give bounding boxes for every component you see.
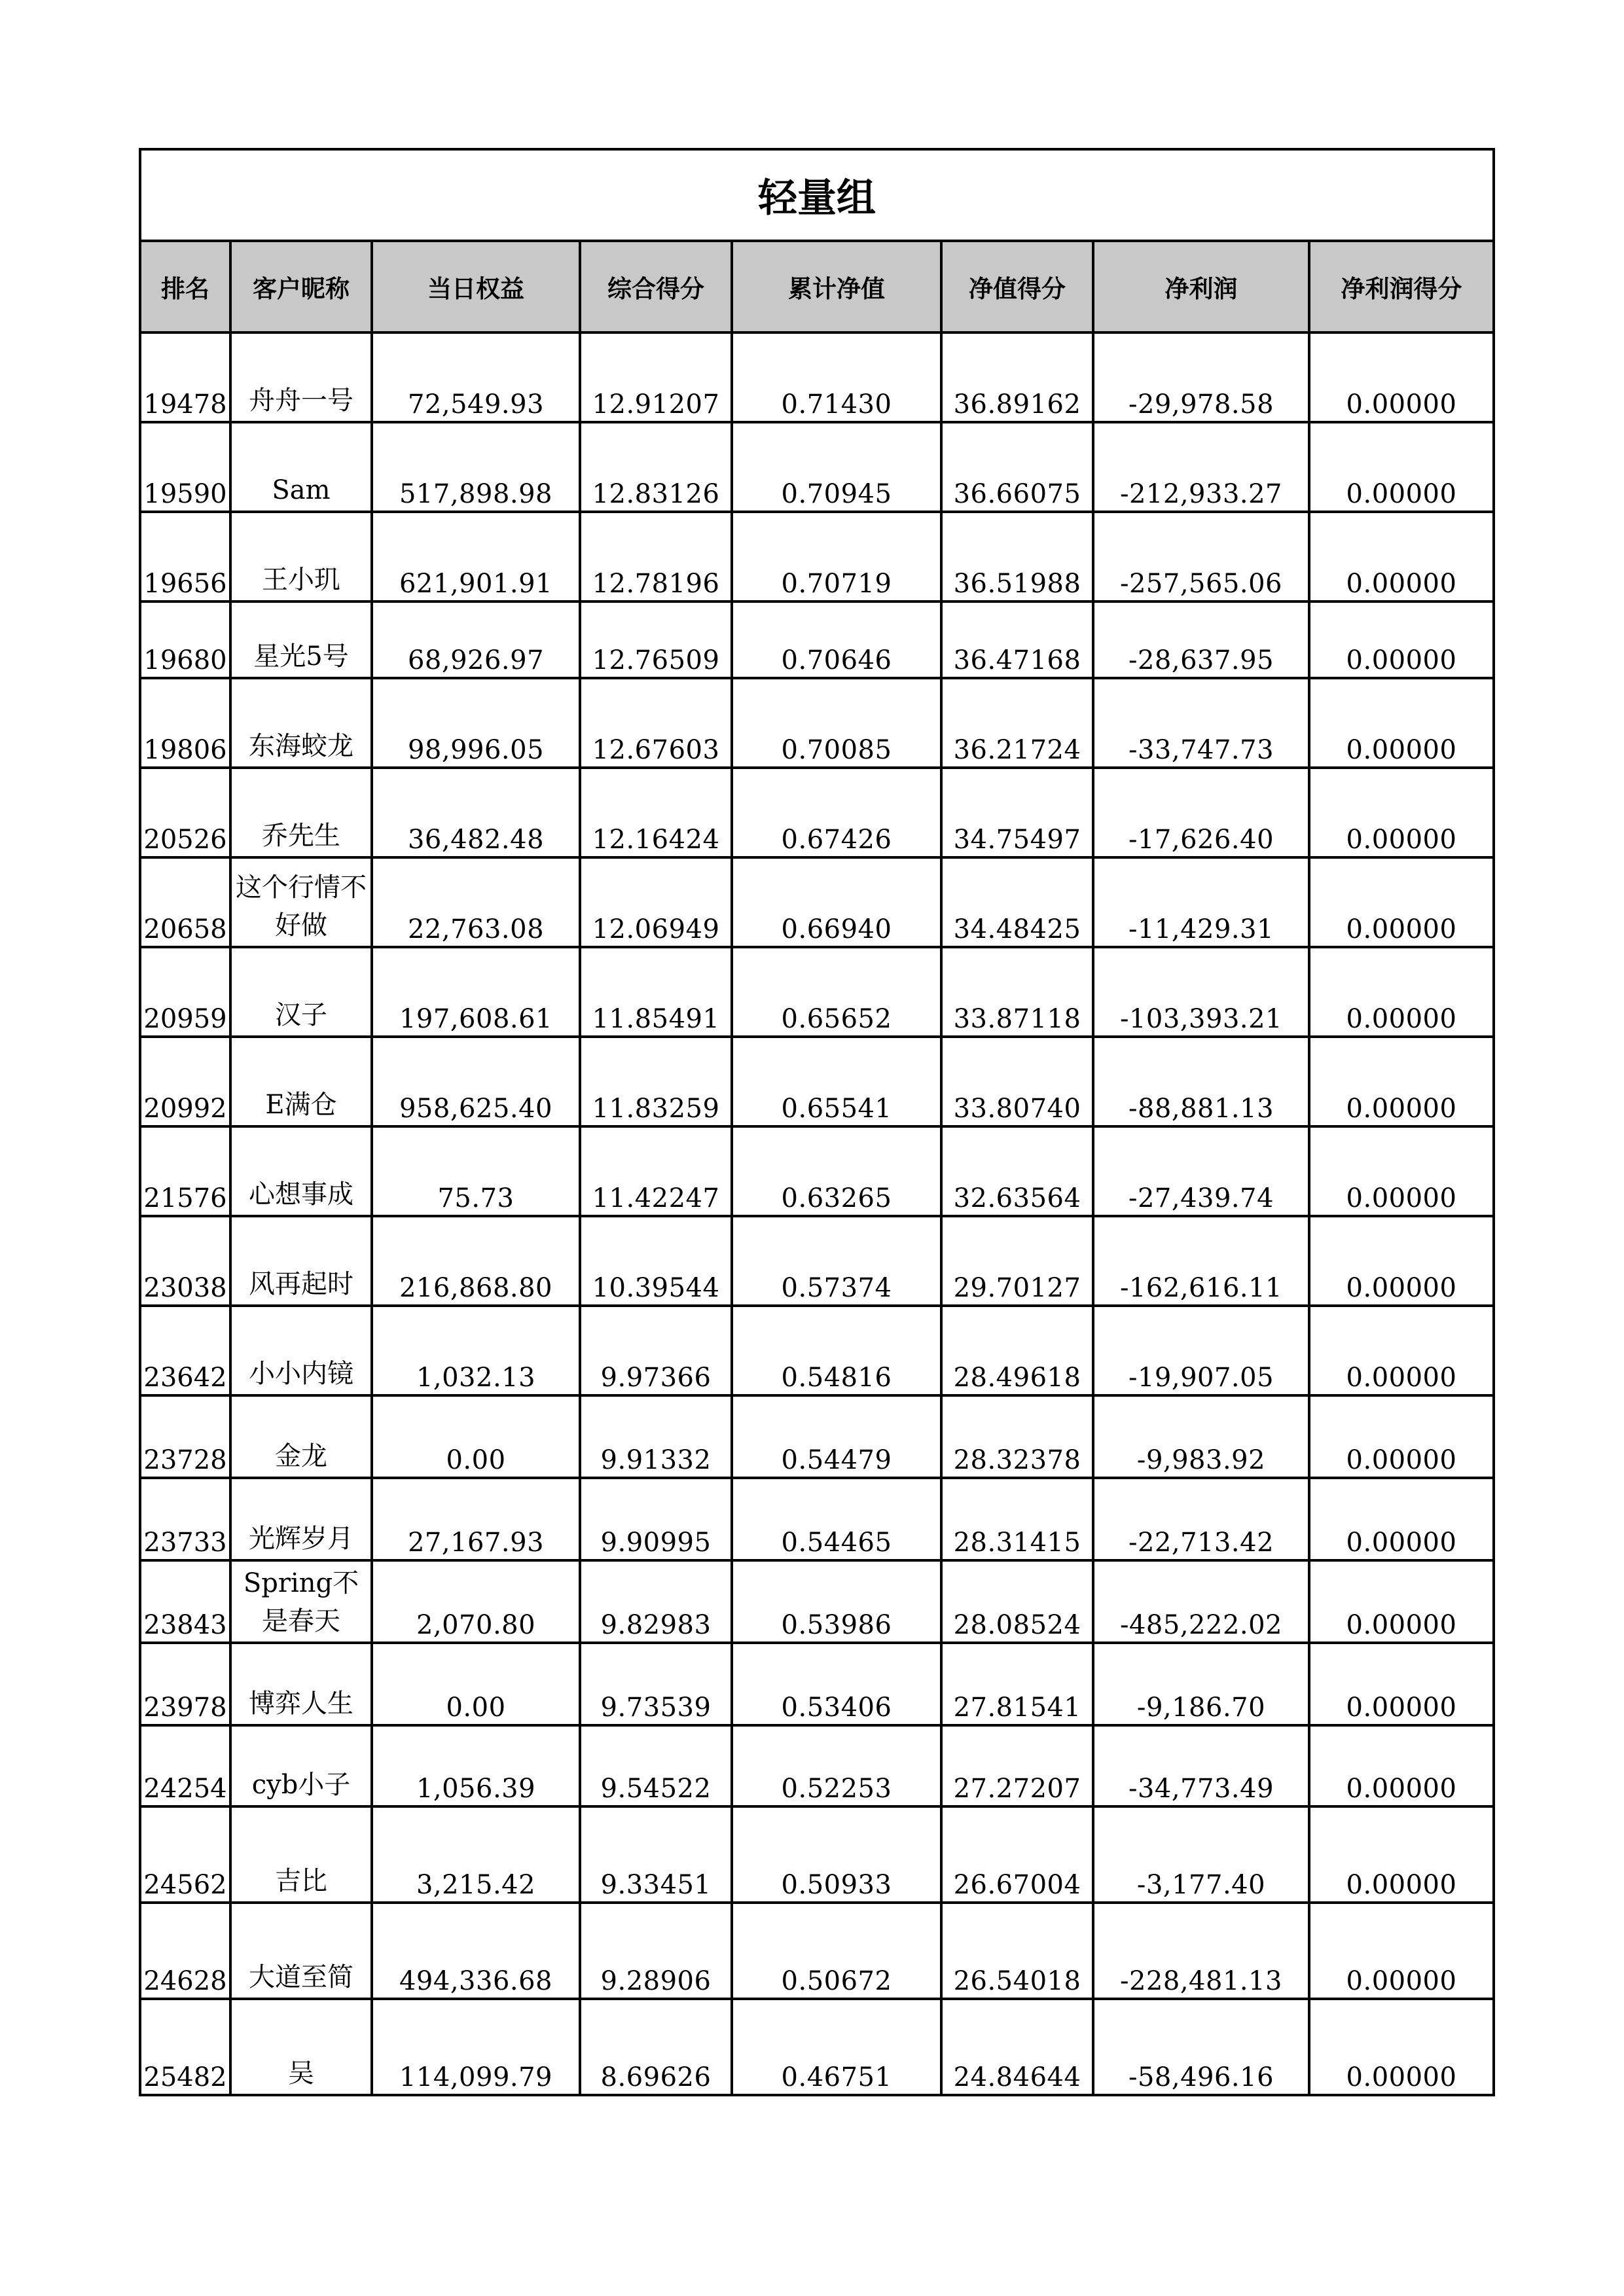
cumulative-nav-cell: 0.70646 [732,601,941,678]
net-profit-score-cell: 0.00000 [1309,1037,1494,1126]
daily-equity-cell: 98,996.05 [372,678,580,768]
nickname-cell: 大道至简 [230,1903,372,1999]
composite-score-cell: 9.90995 [580,1478,732,1560]
net-profit-score-cell: 0.00000 [1309,768,1494,857]
nickname-cell: 光辉岁月 [230,1478,372,1560]
composite-score-cell: 9.28906 [580,1903,732,1999]
net-profit-score-cell: 0.00000 [1309,332,1494,422]
rank-cell: 24628 [140,1903,230,1999]
header-composite-score: 综合得分 [580,241,732,332]
net-profit-score-cell: 0.00000 [1309,422,1494,512]
ranking-table [139,148,1495,2096]
nickname-cell: 东海蛟龙 [230,678,372,768]
table-row [140,1306,1494,1395]
net-profit-cell: -162,616.11 [1093,1216,1309,1306]
table-row [140,1037,1494,1126]
cumulative-nav-cell: 0.50672 [732,1903,941,1999]
composite-score-cell: 12.76509 [580,601,732,678]
net-profit-score-cell: 0.00000 [1309,1395,1494,1478]
net-profit-cell: -29,978.58 [1093,332,1309,422]
composite-score-cell: 11.85491 [580,947,732,1037]
net-profit-score-cell: 0.00000 [1309,1903,1494,1999]
composite-score-cell: 9.54522 [580,1725,732,1806]
daily-equity-cell: 517,898.98 [372,422,580,512]
nav-score-cell: 27.81541 [941,1643,1093,1725]
rank-cell: 23733 [140,1478,230,1560]
daily-equity-cell: 22,763.08 [372,857,580,947]
nav-score-cell: 33.87118 [941,947,1093,1037]
table-row [140,678,1494,768]
cumulative-nav-cell: 0.65541 [732,1037,941,1126]
table-row [140,1216,1494,1306]
composite-score-cell: 9.33451 [580,1806,732,1903]
daily-equity-cell: 216,868.80 [372,1216,580,1306]
nickname-cell: 汉子 [230,947,372,1037]
table-row [140,1395,1494,1478]
nav-score-cell: 32.63564 [941,1126,1093,1216]
rank-cell: 23728 [140,1395,230,1478]
net-profit-score-cell: 0.00000 [1309,1478,1494,1560]
composite-score-cell: 12.83126 [580,422,732,512]
net-profit-score-cell: 0.00000 [1309,947,1494,1037]
composite-score-cell: 12.67603 [580,678,732,768]
net-profit-score-cell: 0.00000 [1309,1806,1494,1903]
nav-score-cell: 24.84644 [941,1999,1093,2095]
nav-score-cell: 33.80740 [941,1037,1093,1126]
nickname-cell: 小小内镜 [230,1306,372,1395]
rank-cell: 19680 [140,601,230,678]
nickname-cell: 舟舟一号 [230,332,372,422]
cumulative-nav-cell: 0.53406 [732,1643,941,1725]
composite-score-cell: 8.69626 [580,1999,732,2095]
nickname-cell: 博弈人生 [230,1643,372,1725]
nav-score-cell: 26.67004 [941,1806,1093,1903]
net-profit-score-cell: 0.00000 [1309,1126,1494,1216]
net-profit-cell: -228,481.13 [1093,1903,1309,1999]
nav-score-cell: 29.70127 [941,1216,1093,1306]
composite-score-cell: 9.97366 [580,1306,732,1395]
daily-equity-cell: 75.73 [372,1126,580,1216]
composite-score-cell: 12.06949 [580,857,732,947]
rank-cell: 23843 [140,1560,230,1643]
nav-score-cell: 28.32378 [941,1395,1093,1478]
composite-score-cell: 10.39544 [580,1216,732,1306]
net-profit-cell: -11,429.31 [1093,857,1309,947]
rank-cell: 19478 [140,332,230,422]
composite-score-cell: 11.42247 [580,1126,732,1216]
daily-equity-cell: 1,056.39 [372,1725,580,1806]
net-profit-score-cell: 0.00000 [1309,1999,1494,2095]
nickname-cell: E满仓 [230,1037,372,1126]
cumulative-nav-cell: 0.57374 [732,1216,941,1306]
cumulative-nav-cell: 0.50933 [732,1806,941,1903]
nav-score-cell: 34.75497 [941,768,1093,857]
nickname-cell: 吉比 [230,1806,372,1903]
table-row [140,1126,1494,1216]
rank-cell: 24562 [140,1806,230,1903]
composite-score-cell: 12.78196 [580,512,732,601]
nav-score-cell: 36.89162 [941,332,1093,422]
nav-score-cell: 36.47168 [941,601,1093,678]
header-row [140,241,1494,332]
daily-equity-cell: 2,070.80 [372,1560,580,1643]
daily-equity-cell: 68,926.97 [372,601,580,678]
nickname-cell: Sam [230,422,372,512]
rank-cell: 20992 [140,1037,230,1126]
nav-score-cell: 26.54018 [941,1903,1093,1999]
net-profit-score-cell: 0.00000 [1309,1725,1494,1806]
composite-score-cell: 9.82983 [580,1560,732,1643]
header-rank: 排名 [140,241,230,332]
daily-equity-cell: 0.00 [372,1395,580,1478]
table-row [140,332,1494,422]
header-net-profit: 净利润 [1093,241,1309,332]
rank-cell: 19656 [140,512,230,601]
cumulative-nav-cell: 0.70719 [732,512,941,601]
cumulative-nav-cell: 0.53986 [732,1560,941,1643]
net-profit-score-cell: 0.00000 [1309,601,1494,678]
daily-equity-cell: 621,901.91 [372,512,580,601]
daily-equity-cell: 0.00 [372,1643,580,1725]
daily-equity-cell: 114,099.79 [372,1999,580,2095]
net-profit-score-cell: 0.00000 [1309,1216,1494,1306]
table-row [140,1725,1494,1806]
nav-score-cell: 28.08524 [941,1560,1093,1643]
composite-score-cell: 9.91332 [580,1395,732,1478]
cumulative-nav-cell: 0.63265 [732,1126,941,1216]
cumulative-nav-cell: 0.67426 [732,768,941,857]
net-profit-score-cell: 0.00000 [1309,1560,1494,1643]
nickname-cell: 吴 [230,1999,372,2095]
cumulative-nav-cell: 0.54479 [732,1395,941,1478]
table-row [140,1560,1494,1643]
rank-cell: 24254 [140,1725,230,1806]
daily-equity-cell: 72,549.93 [372,332,580,422]
nav-score-cell: 34.48425 [941,857,1093,947]
header-nickname: 客户昵称 [230,241,372,332]
table-row [140,1806,1494,1903]
net-profit-cell: -3,177.40 [1093,1806,1309,1903]
daily-equity-cell: 197,608.61 [372,947,580,1037]
rank-cell: 20959 [140,947,230,1037]
nav-score-cell: 36.51988 [941,512,1093,601]
rank-cell: 21576 [140,1126,230,1216]
daily-equity-cell: 494,336.68 [372,1903,580,1999]
cumulative-nav-cell: 0.70085 [732,678,941,768]
nickname-cell: 这个行情不好做 [230,857,372,947]
nav-score-cell: 27.27207 [941,1725,1093,1806]
daily-equity-cell: 1,032.13 [372,1306,580,1395]
net-profit-score-cell: 0.00000 [1309,1643,1494,1725]
cumulative-nav-cell: 0.66940 [732,857,941,947]
net-profit-cell: -34,773.49 [1093,1725,1309,1806]
nav-score-cell: 28.31415 [941,1478,1093,1560]
table-row [140,1478,1494,1560]
nickname-cell: cyb小子 [230,1725,372,1806]
table-row [140,601,1494,678]
nav-score-cell: 28.49618 [941,1306,1093,1395]
rank-cell: 20526 [140,768,230,857]
net-profit-cell: -28,637.95 [1093,601,1309,678]
cumulative-nav-cell: 0.70945 [732,422,941,512]
net-profit-cell: -9,186.70 [1093,1643,1309,1725]
rank-cell: 20658 [140,857,230,947]
daily-equity-cell: 3,215.42 [372,1806,580,1903]
net-profit-cell: -257,565.06 [1093,512,1309,601]
rank-cell: 23978 [140,1643,230,1725]
table-row [140,1903,1494,1999]
header-net-profit-score: 净利润得分 [1309,241,1494,332]
net-profit-cell: -88,881.13 [1093,1037,1309,1126]
table-row [140,857,1494,947]
table-row [140,512,1494,601]
cumulative-nav-cell: 0.52253 [732,1725,941,1806]
net-profit-cell: -58,496.16 [1093,1999,1309,2095]
cumulative-nav-cell: 0.65652 [732,947,941,1037]
net-profit-score-cell: 0.00000 [1309,857,1494,947]
cumulative-nav-cell: 0.54816 [732,1306,941,1395]
header-nav-score: 净值得分 [941,241,1093,332]
nickname-cell: 风再起时 [230,1216,372,1306]
nav-score-cell: 36.66075 [941,422,1093,512]
net-profit-cell: -22,713.42 [1093,1478,1309,1560]
table-row [140,1643,1494,1725]
net-profit-cell: -33,747.73 [1093,678,1309,768]
table-row [140,422,1494,512]
composite-score-cell: 9.73539 [580,1643,732,1725]
composite-score-cell: 12.91207 [580,332,732,422]
nav-score-cell: 36.21724 [941,678,1093,768]
rank-cell: 23038 [140,1216,230,1306]
table-title: 轻量组 [140,149,1494,241]
rank-cell: 19590 [140,422,230,512]
header-daily-equity: 当日权益 [372,241,580,332]
nickname-cell: 星光5号 [230,601,372,678]
cumulative-nav-cell: 0.71430 [732,332,941,422]
header-cumulative-nav: 累计净值 [732,241,941,332]
nickname-cell: 王小玑 [230,512,372,601]
composite-score-cell: 11.83259 [580,1037,732,1126]
nickname-cell: 金龙 [230,1395,372,1478]
net-profit-score-cell: 0.00000 [1309,1306,1494,1395]
rank-cell: 25482 [140,1999,230,2095]
table-row [140,947,1494,1037]
composite-score-cell: 12.16424 [580,768,732,857]
net-profit-score-cell: 0.00000 [1309,678,1494,768]
net-profit-cell: -485,222.02 [1093,1560,1309,1643]
nickname-cell: Spring不是春天 [230,1560,372,1643]
table-row [140,1999,1494,2095]
daily-equity-cell: 27,167.93 [372,1478,580,1560]
rank-cell: 23642 [140,1306,230,1395]
net-profit-cell: -19,907.05 [1093,1306,1309,1395]
rank-cell: 19806 [140,678,230,768]
net-profit-cell: -9,983.92 [1093,1395,1309,1478]
daily-equity-cell: 958,625.40 [372,1037,580,1126]
net-profit-cell: -212,933.27 [1093,422,1309,512]
net-profit-cell: -17,626.40 [1093,768,1309,857]
net-profit-cell: -27,439.74 [1093,1126,1309,1216]
cumulative-nav-cell: 0.54465 [732,1478,941,1560]
table-row [140,768,1494,857]
net-profit-cell: -103,393.21 [1093,947,1309,1037]
cumulative-nav-cell: 0.46751 [732,1999,941,2095]
net-profit-score-cell: 0.00000 [1309,512,1494,601]
nickname-cell: 心想事成 [230,1126,372,1216]
daily-equity-cell: 36,482.48 [372,768,580,857]
nickname-cell: 乔先生 [230,768,372,857]
